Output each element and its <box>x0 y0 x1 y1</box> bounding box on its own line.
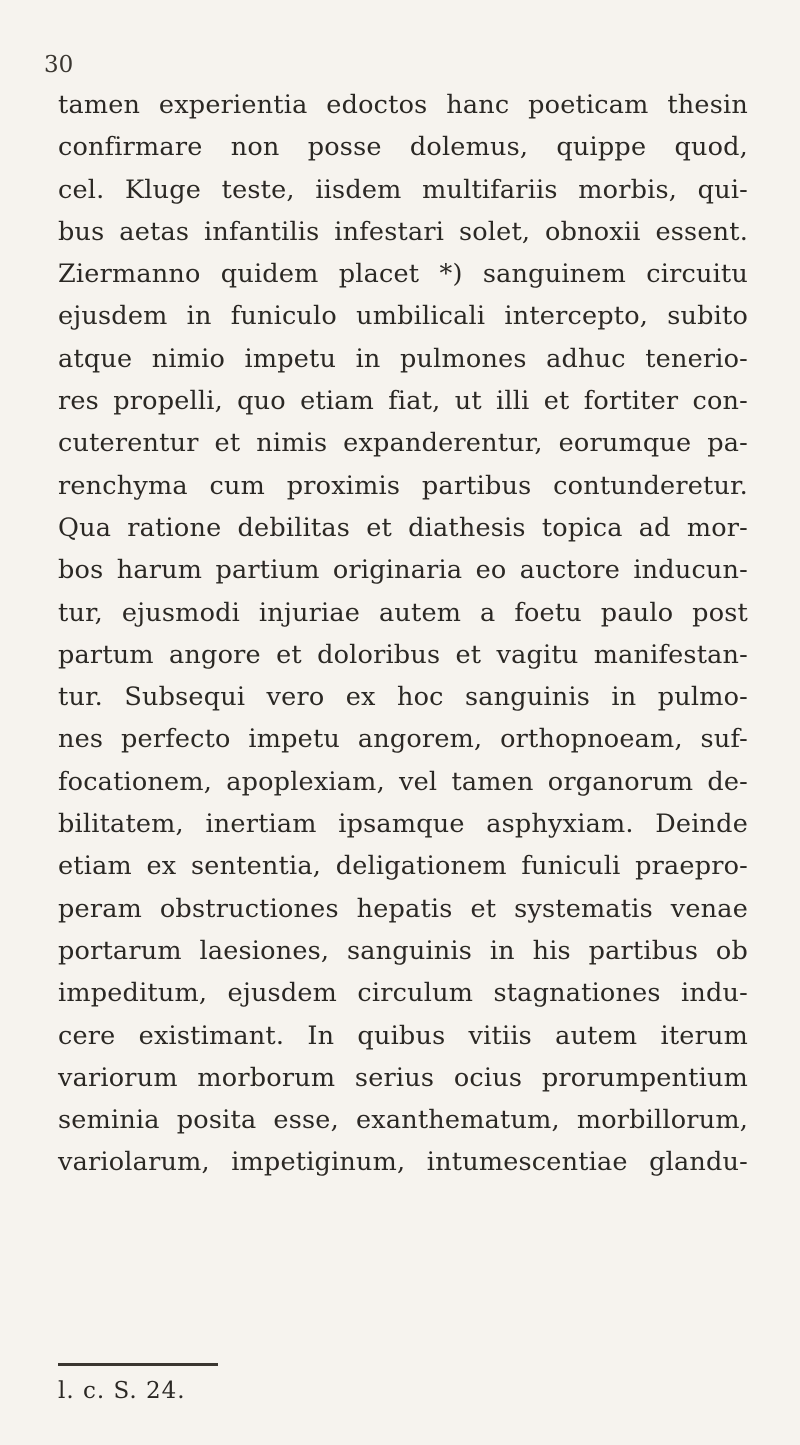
text-line: variolarum, impetiginum, intumescentiae glandu- <box>58 1147 748 1178</box>
text-line: bos harum partium originaria eo auctore inducun- <box>58 555 748 586</box>
page-number: 30 <box>44 52 74 78</box>
footnote: l. c. S. 24. <box>58 1378 186 1404</box>
text-line: cel. Kluge teste, iisdem multifariis morbis, qui- <box>58 174 748 205</box>
text-line: bus aetas infantilis infestari solet, obnoxii essent. <box>58 216 748 247</box>
text-line: Ziermanno quidem placet *) sanguinem circuitu <box>58 259 748 290</box>
text-line: tur, ejusmodi injuriae autem a foetu paulo post <box>58 597 748 628</box>
text-line: confirmare non posse dolemus, quippe quod, <box>58 132 748 163</box>
text-line: Qua ratione debilitas et diathesis topica ad mor- <box>58 512 748 543</box>
text-line: impeditum, ejusdem circulum stagnationes indu- <box>58 978 748 1009</box>
text-line: cuterentur et nimis expanderentur, eorumque pa- <box>58 428 748 459</box>
text-line: seminia posita esse, exanthematum, morbillorum, <box>58 1105 748 1136</box>
text-line: renchyma cum proximis partibus contunderetur. <box>58 470 748 501</box>
footnote-rule <box>58 1363 218 1366</box>
text-line: portarum laesiones, sanguinis in his partibus ob <box>58 935 748 966</box>
text-line: variorum morborum serius ocius prorumpentium <box>58 1062 748 1093</box>
text-line: res propelli, quo etiam fiat, ut illi et fortiter con- <box>58 386 748 417</box>
text-line: tamen experientia edoctos hanc poeticam thesin <box>58 90 748 120</box>
text-line: partum angore et doloribus et vagitu manifestan- <box>58 639 748 670</box>
text-line: peram obstructiones hepatis et systematis venae <box>58 893 748 924</box>
text-line: tur. Subsequi vero ex hoc sanguinis in pulmo- <box>58 682 748 713</box>
text-line: bilitatem, inertiam ipsamque asphyxiam. Deinde <box>58 809 748 840</box>
text-line: nes perfecto impetu angorem, orthopnoeam, suf- <box>58 724 748 755</box>
text-line: etiam ex sententia, deligationem funiculi praepro- <box>58 851 748 882</box>
text-line: focationem, apoplexiam, vel tamen organorum de- <box>58 766 748 797</box>
body-text <box>58 84 748 1184</box>
text-line: atque nimio impetu in pulmones adhuc tenerio- <box>58 343 748 374</box>
text-line: ejusdem in funiculo umbilicali intercepto, subito <box>58 301 748 332</box>
text-line: cere existimant. In quibus vitiis autem iterum <box>58 1020 748 1051</box>
